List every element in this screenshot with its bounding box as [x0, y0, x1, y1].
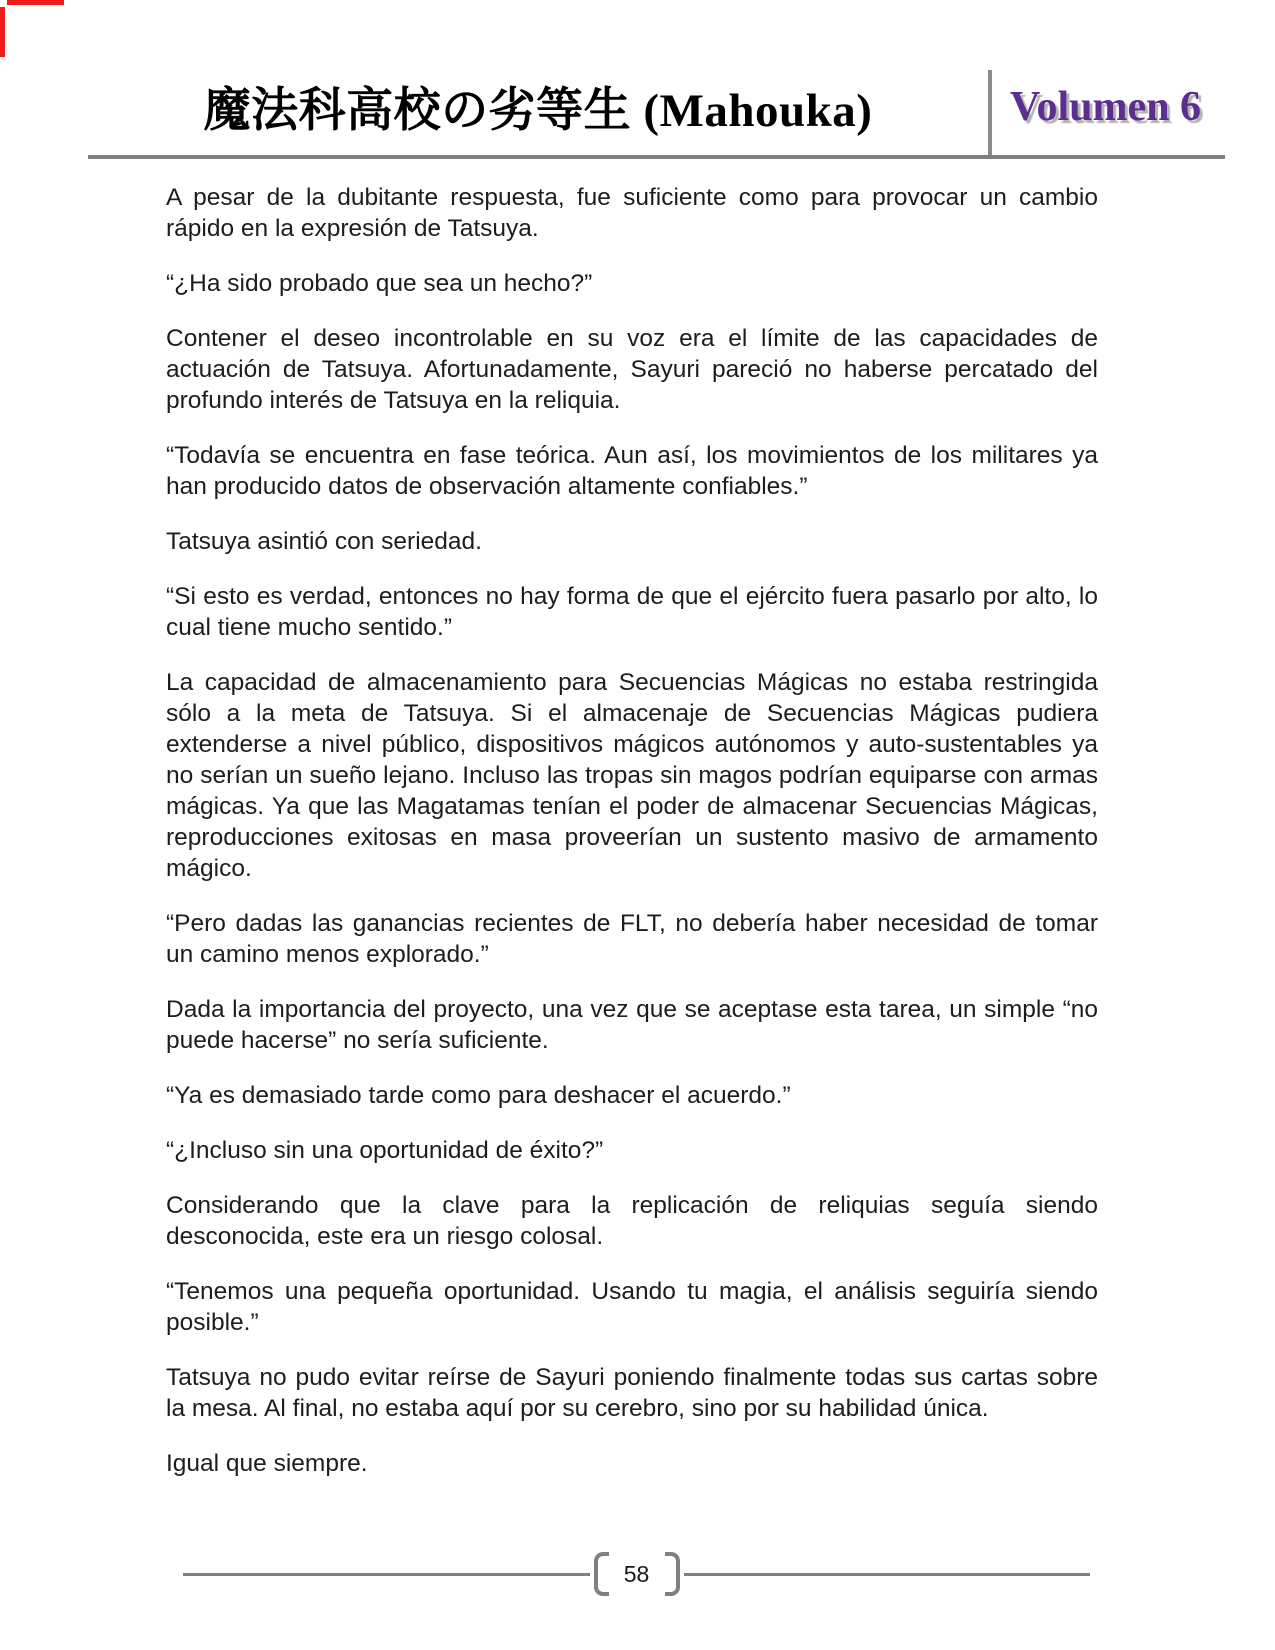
volume-label: Volumen 6	[1010, 83, 1201, 130]
page-number-right-bracket	[665, 1552, 680, 1596]
body-paragraph: “¿Incluso sin una oportunidad de éxito?”	[166, 1137, 604, 1164]
body-paragraph: “Pero dadas las ganancias recientes de FLT, no debería haber necesidad de tomar un camino menos explorado.”	[166, 910, 1098, 968]
body-paragraph: Contener el deseo incontrolable en su voz era el límite de las capacidades de actuación de Tatsuya. Afortunadamente, Sayuri pareció no haberse percatado del profundo interés de Tatsuya en la reliquia.	[166, 325, 1098, 414]
page-footer	[183, 1551, 1090, 1597]
body-paragraph: “Si esto es verdad, entonces no hay forma de que el ejército fuera pasarlo por alto, lo cual tiene mucho sentido.”	[166, 583, 1098, 641]
body-paragraph: “Ya es demasiado tarde como para deshacer el acuerdo.”	[166, 1082, 791, 1109]
body-text	[166, 182, 1098, 1503]
page-number-left-bracket	[594, 1552, 609, 1596]
body-paragraph: Igual que siempre.	[166, 1450, 368, 1477]
page-number: 58	[623, 1560, 650, 1587]
body-paragraph: “¿Ha sido probado que sea un hecho?”	[166, 270, 593, 297]
red-corner-mark-top	[7, 0, 64, 5]
red-corner-mark-left	[0, 7, 5, 57]
body-paragraph: La capacidad de almacenamiento para Secuencias Mágicas no estaba restringida sólo a la meta de Tatsuya. Si el almacenaje de Secuencias Mágicas pudiera extenderse a nivel público, dispositivos mágicos autónomos y auto-sustentables ya no serían un sueño lejano. Incluso las tropas sin magos podrían equiparse con armas mágicas. Ya que las Magatamas tenían el poder de almacenar Secuencias Mágicas, reproducciones exitosas en masa proveerían un sustento masivo de armamento mágico.	[166, 669, 1098, 882]
footer-line-right	[684, 1573, 1091, 1576]
body-paragraph: “Tenemos una pequeña oportunidad. Usando tu magia, el análisis seguiría siendo posible.”	[166, 1278, 1098, 1336]
header-divider	[988, 70, 992, 155]
body-paragraph: Dada la importancia del proyecto, una vez que se aceptase esta tarea, un simple “no puede hacerse” no sería suficiente.	[166, 996, 1098, 1054]
body-paragraph: Considerando que la clave para la replicación de reliquias seguía siendo desconocida, este era un riesgo colosal.	[166, 1192, 1098, 1250]
body-paragraph: A pesar de la dubitante respuesta, fue suficiente como para provocar un cambio rápido en la expresión de Tatsuya.	[166, 184, 1098, 242]
body-paragraph: Tatsuya no pudo evitar reírse de Sayuri poniendo finalmente todas sus cartas sobre la mesa. Al final, no estaba aquí por su cerebro, sino por su habilidad única.	[166, 1364, 1098, 1422]
footer-line-left	[183, 1573, 590, 1576]
document-title: 魔法科高校の劣等生 (Mahouka)	[203, 85, 873, 137]
page-header	[88, 58, 1225, 159]
body-paragraph: Tatsuya asintió con seriedad.	[166, 528, 482, 555]
body-paragraph: “Todavía se encuentra en fase teórica. Aun así, los movimientos de los militares ya han producido datos de observación altamente confiables.”	[166, 442, 1098, 500]
